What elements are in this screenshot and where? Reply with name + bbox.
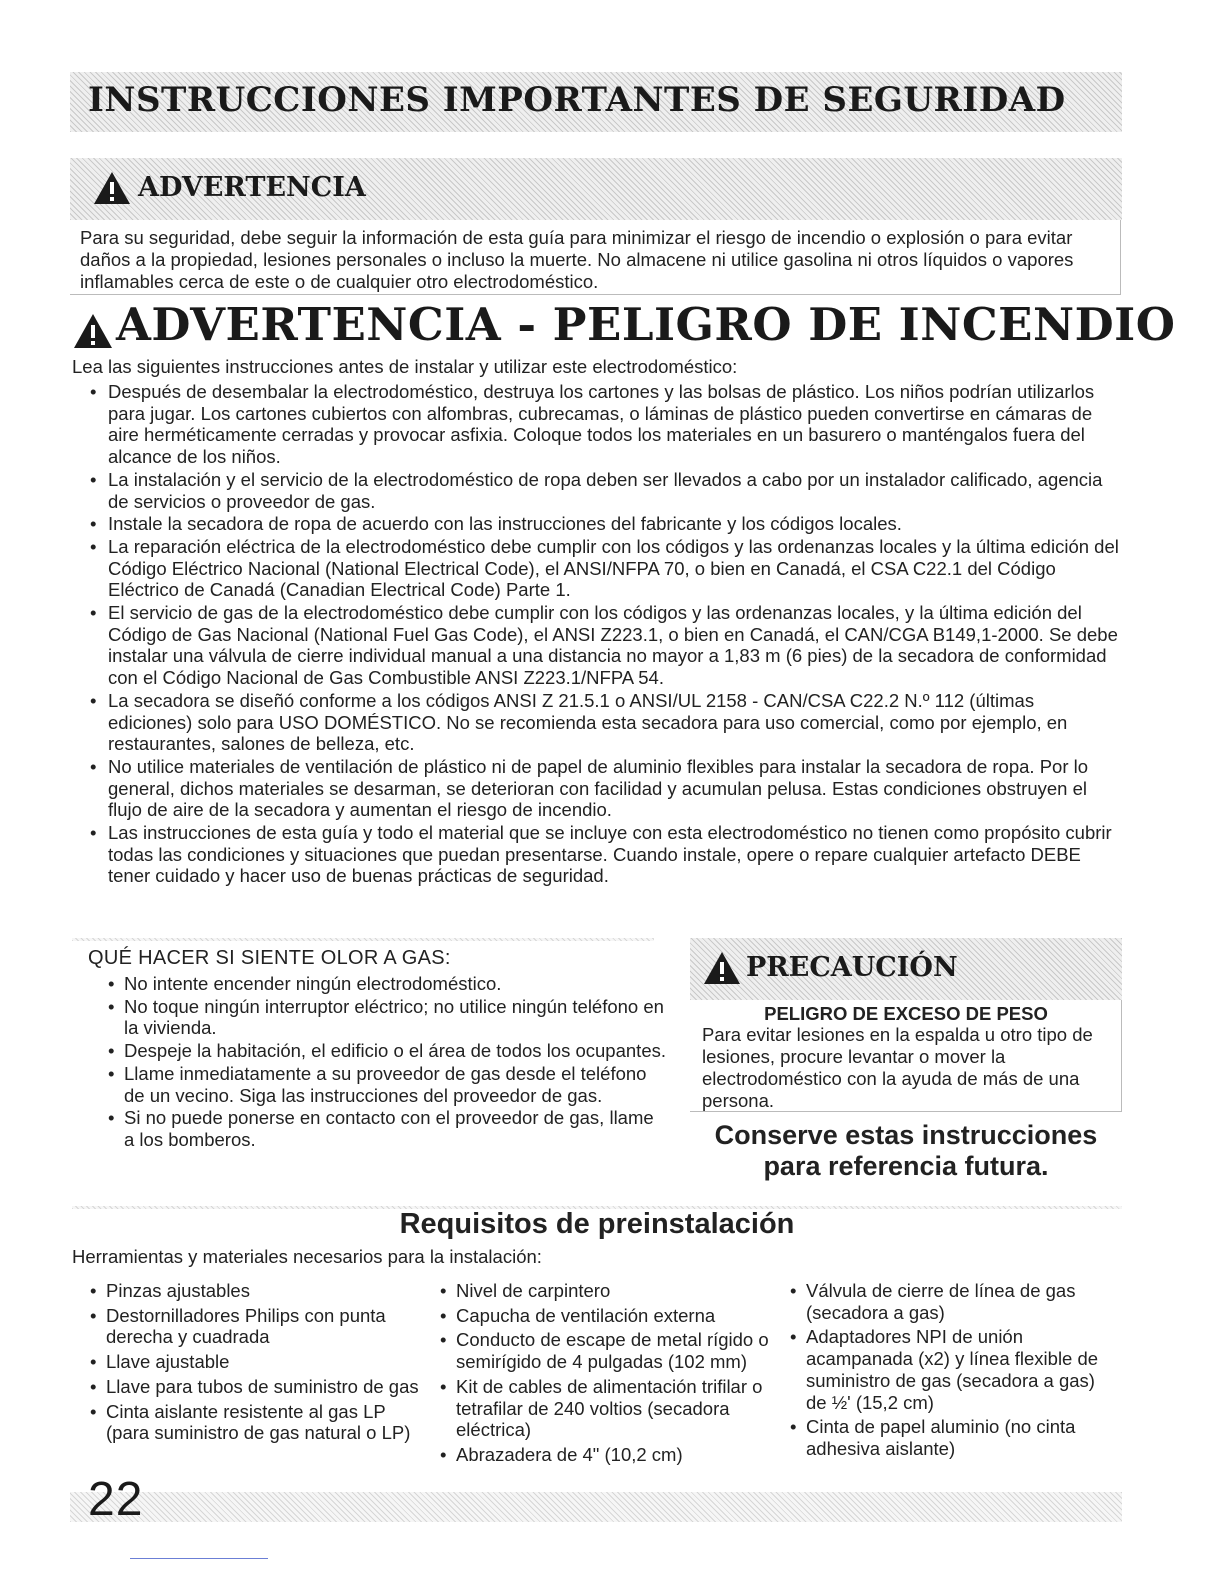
- list-item: • El servicio de gas de la electrodoméstico debe cumplir con los códigos y las ordenanzas locales, y la última edición del Código de Gas Nacional (National Fuel Gas Code), el ANSI Z223.1, o bien en Canadá, el CAN/CGA B149,1-2000. Se debe instalar una válvula de cierre individual manual a una distancia no mayor a 1,83 m (6 pies) de la secadora de conformidad con el Código Nacional de Gas Combustible ANSI Z223.1/NFPA 54.: [90, 602, 1120, 689]
- list-item: • Despeje la habitación, el edificio o el área de todos los ocupantes.: [108, 1040, 668, 1062]
- list-item: • Pinzas ajustables: [90, 1280, 420, 1302]
- requirements-column-3: [790, 1280, 1120, 1463]
- caution-subtitle: PELIGRO DE EXCESO DE PESO: [764, 1003, 1048, 1024]
- list-item: • Conducto de escape de metal rígido o semirígido de 4 pulgadas (102 mm): [440, 1329, 780, 1372]
- page-heading: INSTRUCCIONES IMPORTANTES DE SEGURIDAD: [88, 80, 1066, 120]
- requirements-title: Requisitos de preinstalación: [399, 1208, 795, 1240]
- list-item: • Válvula de cierre de línea de gas (secadora a gas): [790, 1280, 1120, 1323]
- requirements-intro: Herramientas y materiales necesarios para la instalación:: [72, 1246, 542, 1267]
- caution-triangle-icon: [702, 950, 742, 986]
- gas-section-divider: [72, 938, 654, 941]
- warning-triangle-icon: [92, 170, 132, 206]
- fire-intro: Lea las siguientes instrucciones antes de instalar y utilizar este electrodoméstico:: [72, 356, 738, 377]
- caution-title: PRECAUCIÓN: [746, 952, 958, 983]
- requirements-column-1: [90, 1280, 420, 1447]
- list-item: • Instale la secadora de ropa de acuerdo con las instrucciones del fabricante y los códigos locales.: [90, 513, 1120, 535]
- page-number: 22: [88, 1473, 144, 1526]
- fire-instructions-list: [90, 381, 1120, 888]
- gas-smell-list: [108, 973, 668, 1152]
- list-item: • Nivel de carpintero: [440, 1280, 780, 1302]
- warning-text: Para su seguridad, debe seguir la información de esta guía para minimizar el riesgo de incendio o explosión o para evitar daños a la propiedad, lesiones personales o incluso la muerte. No almacene ni utilice gasolina ni otros líquidos o vapores inflamables cerca de este o de cualquier otro electrodoméstico.: [80, 227, 1074, 292]
- requirements-column-2: [440, 1280, 780, 1469]
- list-item: • Abrazadera de 4" (10,2 cm): [440, 1444, 780, 1466]
- caution-text: Para evitar lesiones en la espalda u otro tipo de lesiones, procure levantar o mover la electrodoméstico con la ayuda de más de una persona.: [702, 1024, 1093, 1111]
- list-item: • Las instrucciones de esta guía y todo el material que se incluye con esta electrodoméstico no tienen como propósito cubrir todas las condiciones y situaciones que puedan presentarse. Cuando instale, opere o repare cualquier artefacto DEBE tener cuidado y hacer uso de buenas prácticas de seguridad.: [90, 822, 1120, 887]
- list-item: • Cinta aislante resistente al gas LP (para suministro de gas natural o LP): [90, 1401, 420, 1444]
- footer-band: [70, 1492, 1122, 1522]
- list-item: • No utilice materiales de ventilación de plástico ni de papel de aluminio flexibles para instalar la secadora de ropa. Por lo general, dichos materiales se desarman, se deterioran con facilidad y acumulan pelusa. Estas condiciones obstruyen el flujo de aire de la secadora y aumentan el riesgo de incendio.: [90, 756, 1120, 821]
- list-item: • Adaptadores NPI de unión acampanada (x2) y línea flexible de suministro de gas (secadora a gas) de ½' (15,2 cm): [790, 1326, 1120, 1413]
- bottom-divider: [130, 1558, 268, 1559]
- warning-title: ADVERTENCIA: [138, 172, 366, 203]
- list-item: • Capucha de ventilación externa: [440, 1305, 780, 1327]
- keep-instructions-note: Conserve estas instrucciones para referencia futura.: [714, 1120, 1098, 1181]
- list-item: • Llave para tubos de suministro de gas: [90, 1376, 420, 1398]
- list-item: • Destornilladores Philips con punta derecha y cuadrada: [90, 1305, 420, 1348]
- list-item: • Después de desembalar la electrodoméstico, destruya los cartones y las bolsas de plástico. Los niños podrían utilizarlos para jugar. Los cartones cubiertos con alfombras, cubrecamas, o láminas de plástico pueden convertirse en cámaras de aire herméticamente cerradas y provocar asfixia. Coloque todos los materiales en un basurero o manténgalos fuera del alcance de los niños.: [90, 381, 1120, 468]
- fire-warning-triangle-icon: [72, 312, 114, 350]
- list-item: • Cinta de papel aluminio (no cinta adhesiva aislante): [790, 1416, 1120, 1459]
- list-item: • No intente encender ningún electrodoméstico.: [108, 973, 668, 995]
- list-item: • La reparación eléctrica de la electrodoméstico debe cumplir con los códigos y las ordenanzas locales y la última edición del Código Eléctrico Nacional (National Electrical Code), el ANSI/NFPA 70, o bien en Canadá, el CSA C22.1 del Código Eléctrico de Canadá (Canadian Electrical Code) Parte 1.: [90, 536, 1120, 601]
- list-item: • No toque ningún interruptor eléctrico; no utilice ningún teléfono en la vivienda.: [108, 996, 668, 1039]
- list-item: • La secadora se diseñó conforme a los códigos ANSI Z 21.5.1 o ANSI/UL 2158 - CAN/CSA C22.2 N.º 112 (últimas ediciones) solo para USO DOMÉSTICO. No se recomienda esta secadora para uso comercial, como por ejemplo, en restaurantes, salones de belleza, etc.: [90, 690, 1120, 755]
- list-item: • Kit de cables de alimentación trifilar o tetrafilar de 240 voltios (secadora eléctrica): [440, 1376, 780, 1441]
- gas-smell-title: QUÉ HACER SI SIENTE OLOR A GAS:: [88, 947, 451, 969]
- list-item: • Llame inmediatamente a su proveedor de gas desde el teléfono de un vecino. Siga las instrucciones del proveedor de gas.: [108, 1063, 668, 1106]
- list-item: • Si no puede ponerse en contacto con el proveedor de gas, llame a los bomberos.: [108, 1107, 668, 1150]
- list-item: • La instalación y el servicio de la electrodoméstico de ropa deben ser llevados a cabo por un instalador calificado, agencia de servicios o proveedor de gas.: [90, 469, 1120, 512]
- list-item: • Llave ajustable: [90, 1351, 420, 1373]
- fire-warning-title: ADVERTENCIA - PELIGRO DE INCENDIO: [116, 298, 1176, 351]
